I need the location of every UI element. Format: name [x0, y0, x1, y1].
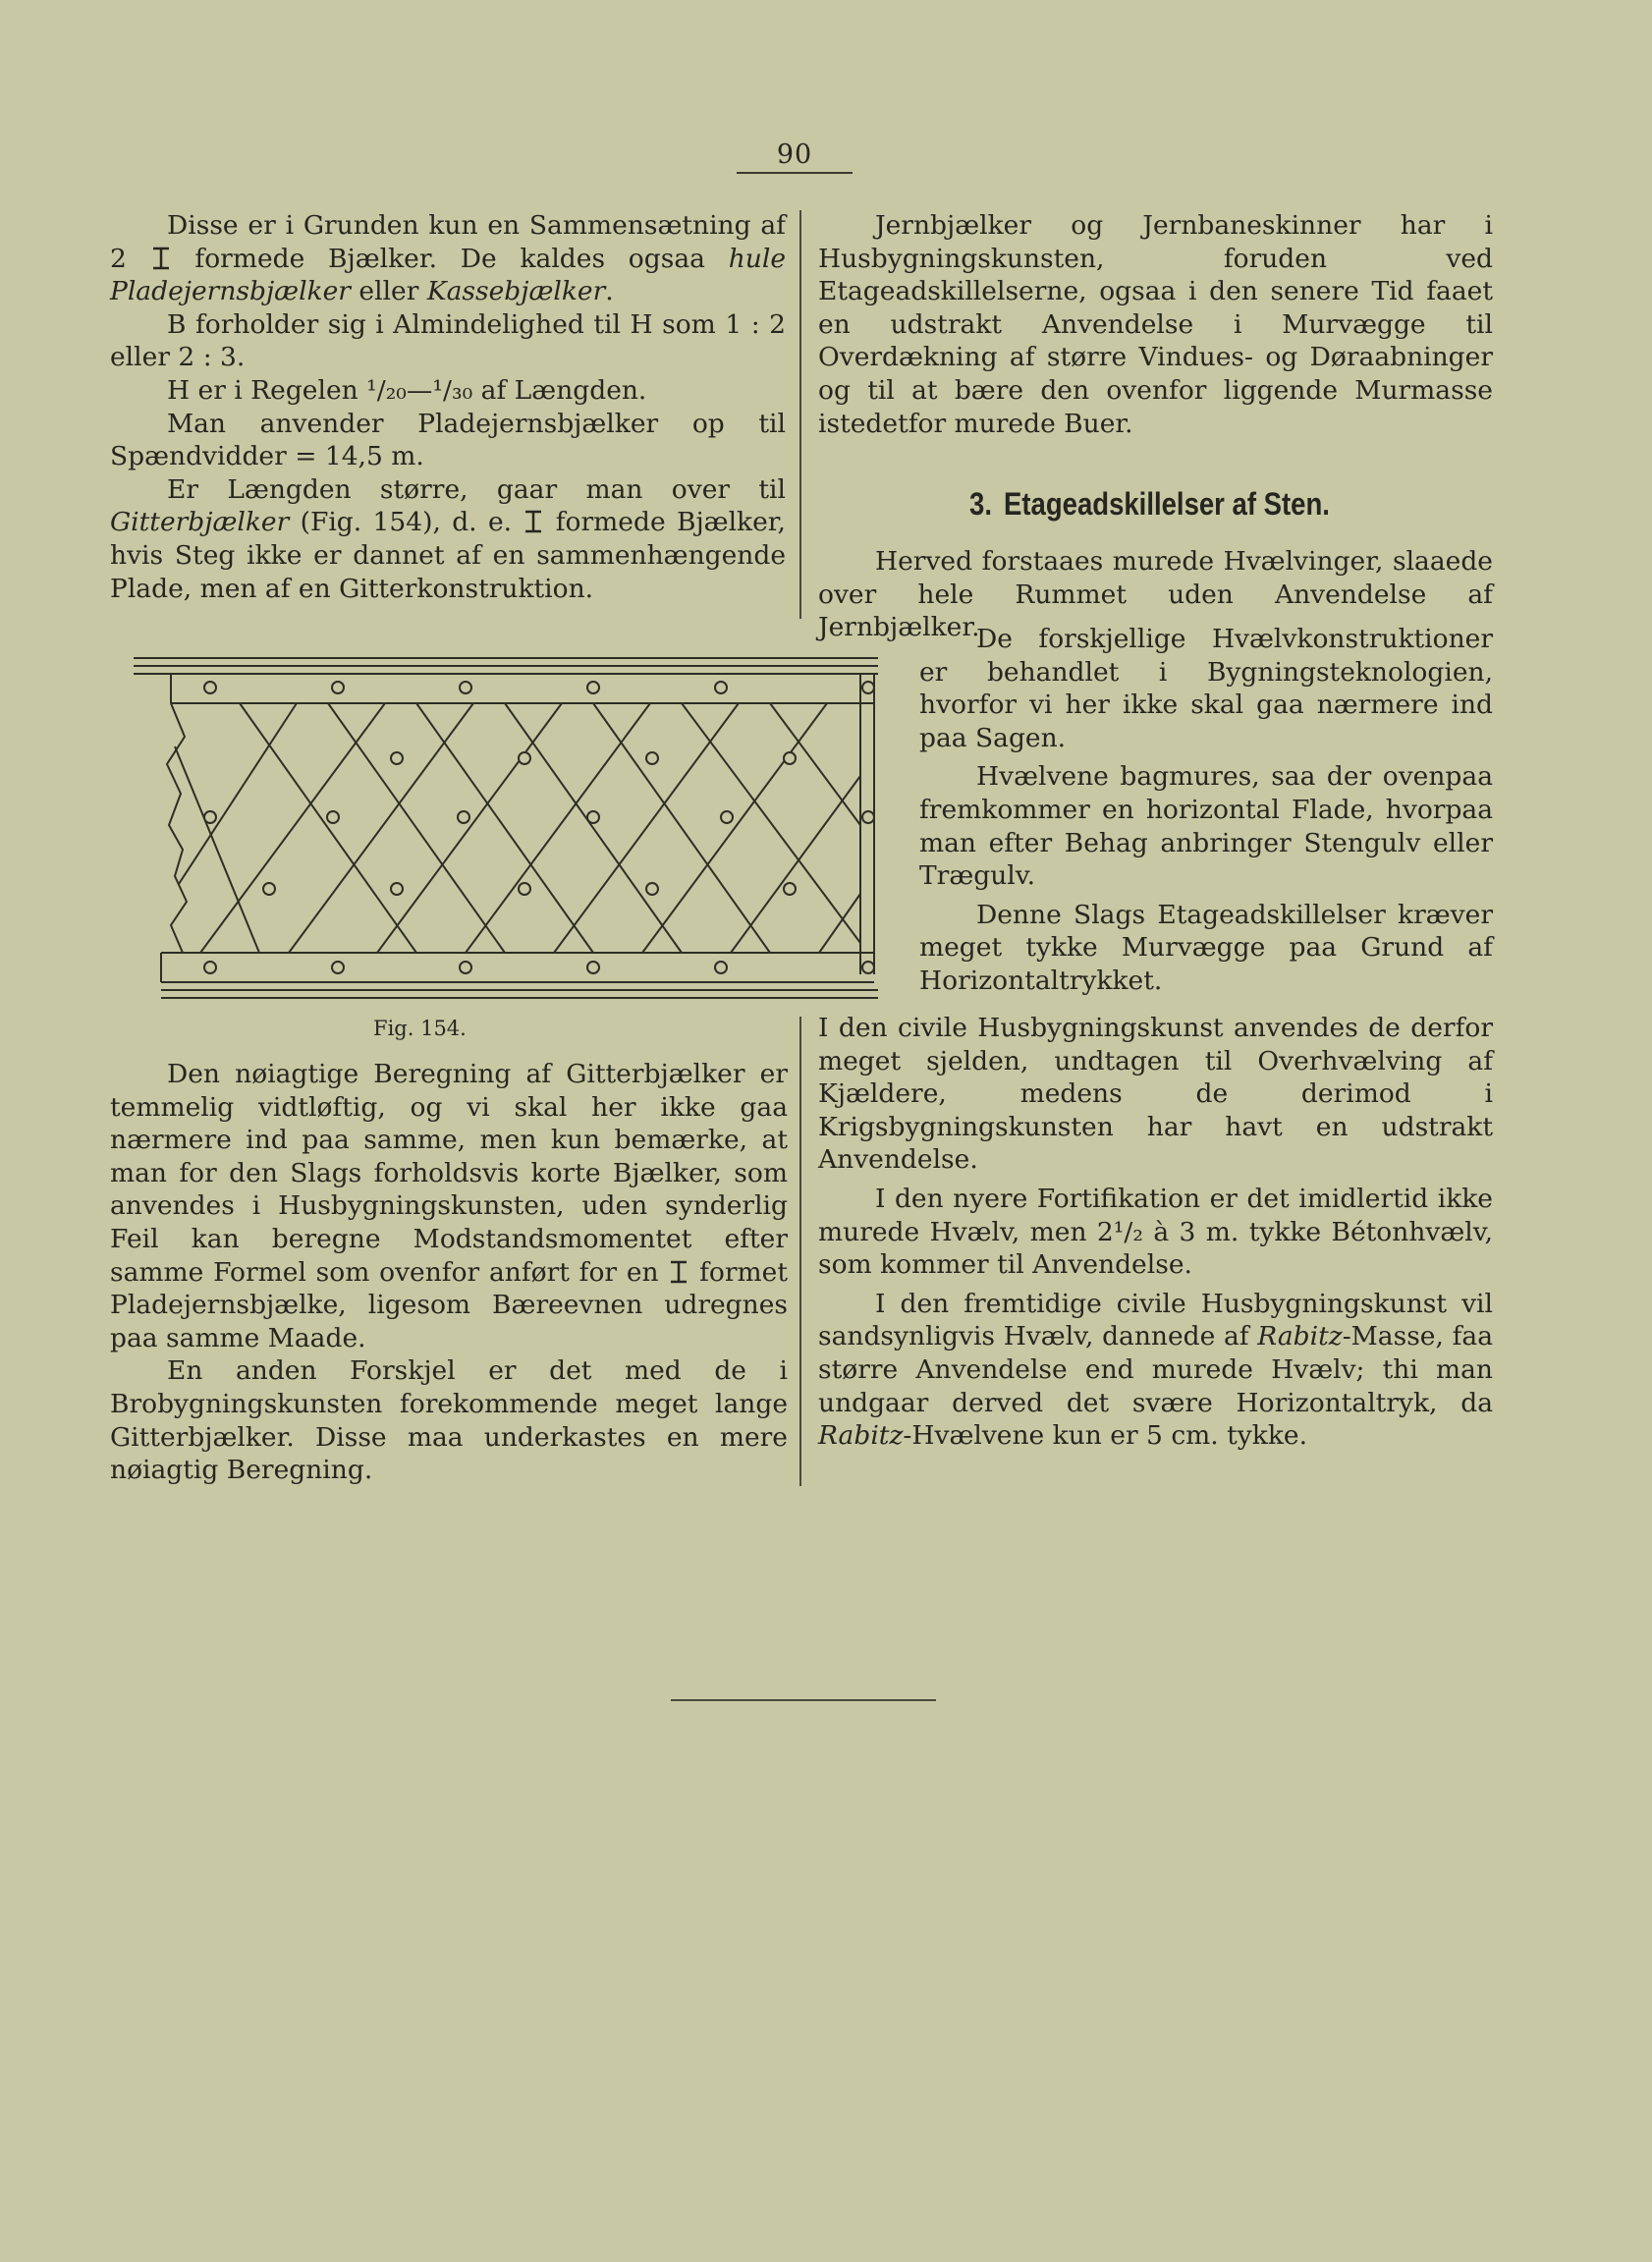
paragraph-rabitz [818, 1288, 1493, 1453]
column-rule-top [799, 210, 801, 619]
paragraph-thick-walls: Denne Slags Etageadskillelser kræver meget tykke Murvægge paa Grund af Horizontaltrykket. [919, 899, 1493, 996]
lattice-girder-drawing [132, 648, 882, 1002]
left-column-top [110, 209, 786, 605]
text-fragment: I den fremtidige civile Husbygningskunst vil sandsynligvis Hvælv, dannede af [818, 1288, 1493, 1352]
paragraph-calculation [110, 1058, 788, 1354]
paragraph-height-rule: H er i Regelen ¹/₂₀—¹/₃₀ af Længden. [167, 374, 647, 406]
italic-term: Rabitz [1257, 1321, 1343, 1352]
paragraph-span-limit: Man anvender Pladejernsbjælker op til Spændvidder = 14,5 m. [110, 408, 786, 472]
paragraph-backfill: Hvælvene bagmures, saa der ovenpaa fremkommer en horizontal Flade, hvorpaa man efter Behag anbringer Stengulv eller Trægulv. [919, 761, 1493, 892]
text-fragment: formede Bjælker, hvis Steg ikke er dannet af en sammenhængende Plade, men af en Gitterkonstruktion. [110, 507, 786, 604]
italic-term: Rabitz [818, 1420, 904, 1452]
text-fragment: formede Bjælker. De kaldes ogsaa [194, 243, 705, 274]
section-heading [865, 486, 1446, 523]
text-fragment: eller [358, 276, 419, 307]
text-fragment: formet Pladejernsbjælke, ligesom Bæreevnen udregnes paa samme Maade. [110, 1256, 788, 1353]
text-fragment: Disse er i Grunden kun en Sammensætning af 2 [110, 210, 786, 274]
right-column-top [818, 209, 1493, 440]
text-fragment: -Hvælvene kun er 5 cm. tykke. [903, 1420, 1307, 1452]
text-fragment: -Masse, faa større Anvendelse end murede Hvælv; thi man undgaar derved det svære Horizontaltryk, da [818, 1321, 1493, 1418]
left-column-bottom [110, 1058, 788, 1487]
paragraph-usage: I den civile Husbygningskunst anvendes de derfor meget sjelden, undtagen til Overhvælving af Kjældere, medens de derimod i Krigsbygningskunsten har havt en udstrakt Anvendelse. [818, 1013, 1493, 1176]
heading-number: 3. [969, 486, 992, 522]
figure-caption: Fig. 154. [373, 1017, 467, 1040]
italic-term: Kassebjælker [426, 276, 606, 307]
paragraph-lattice-beams [110, 473, 786, 605]
paragraph-iron-beams: Jernbjælker og Jernbaneskinner har i Husbygningskunsten, foruden ved Etageadskillelserne, ogsaa i den senere Tid faaet en udstrakt Anvendelse i Murvægge til Overdækning af større Vindues- og Døraabninger og til at bære den ovenfor liggende Murmasse istedetfor murede Buer. [818, 210, 1493, 439]
page-number: 90 [737, 139, 853, 174]
i-beam-symbol [150, 247, 172, 270]
text-fragment: (Fig. 154), d. e. [300, 507, 513, 538]
paragraph-hollow-beams [110, 209, 786, 308]
paragraph-bridge-girders: En anden Forskjel er det med de i Brobygningskunsten forekommende meget lange Gitterbjælker. Disse maa underkastes en mere nøiagtig Beregning. [110, 1355, 788, 1486]
right-column-beside-figure [919, 623, 1493, 998]
column-rule-bottom [799, 1017, 801, 1486]
paragraph-ratio: B forholder sig i Almindelighed til H som 1 : 2 eller 2 : 3. [110, 308, 786, 373]
figure-lattice-girder [132, 648, 882, 1002]
page-end-rule [671, 1699, 936, 1701]
text-fragment: Den nøiagtige Beregning af Gitterbjælker er temmelig vidtløftig, og vi skal her ikke gaa nærmere ind paa samme, men kun bemærke, at man for den Slags forholdsvis korte Bjælker, som anvendes i Husbygningskunsten, uden synderlig Feil kan beregne Modstandsmomentet efter samme Formel som ovenfor anført for en [110, 1059, 788, 1288]
right-column-bottom [818, 1012, 1493, 1453]
text-fragment: Er Længden større, gaar man over til [167, 473, 786, 505]
i-beam-symbol [523, 510, 544, 533]
i-beam-symbol [668, 1260, 689, 1284]
italic-term: hule Pladejernsbjælker [110, 243, 786, 307]
paragraph-fortification: I den nyere Fortifikation er det imidlertid ikke murede Hvælv, men 2¹/₂ à 3 m. tykke Bétonhvælv, som kommer til Anvendelse. [818, 1183, 1493, 1281]
heading-text: Etageadskillelser af Sten. [1004, 486, 1330, 522]
paragraph-vault-constructions: De forskjellige Hvælvkonstruktioner er behandlet i Bygningsteknologien, hvorfor vi her ikke skal gaa nærmere ind paa Sagen. [919, 624, 1493, 753]
paragraph-vaults-definition: Herved forstaaes murede Hvælvinger, slaaede over hele Rummet uden Anvendelse af Jernbjælker. [818, 546, 1493, 643]
text-fragment: . [605, 276, 614, 307]
italic-term: Gitterbjælker [110, 507, 290, 538]
